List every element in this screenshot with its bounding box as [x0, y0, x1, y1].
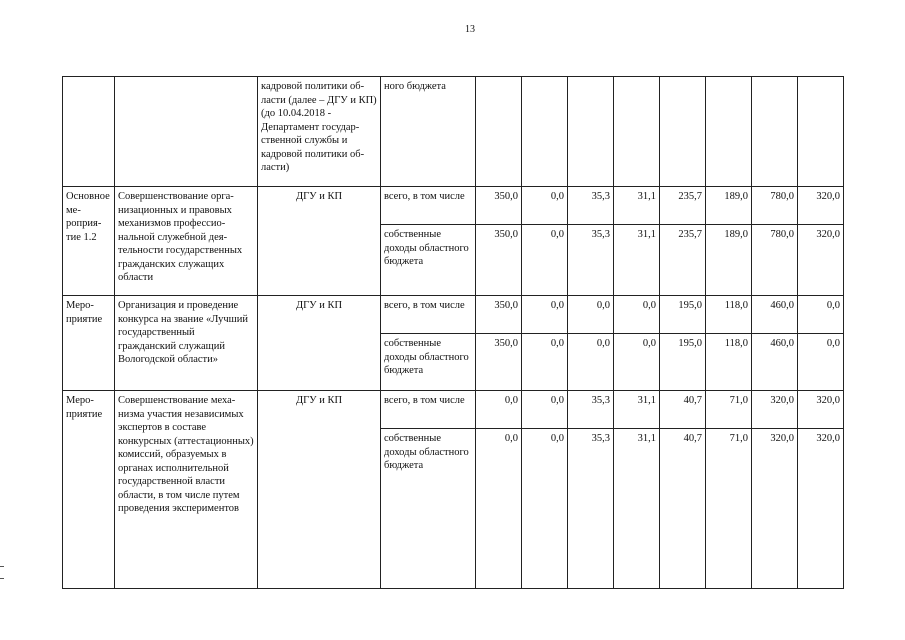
value-cell: 195,0 — [660, 334, 706, 391]
value-cell: 40,7 — [660, 391, 706, 429]
value-cell: 320,0 — [798, 429, 844, 589]
value-cell: 0,0 — [568, 334, 614, 391]
continuation-value-cell — [752, 77, 798, 187]
measure-type-cell: Мероприятие — [63, 296, 115, 391]
value-cell: 0,0 — [522, 296, 568, 334]
value-cell: 0,0 — [522, 225, 568, 296]
value-cell: 320,0 — [752, 429, 798, 589]
table-row — [63, 187, 844, 225]
value-cell: 350,0 — [476, 296, 522, 334]
continuation-value-cell — [660, 77, 706, 187]
value-cell: 40,7 — [660, 429, 706, 589]
value-cell: 0,0 — [522, 391, 568, 429]
value-cell: 0,0 — [614, 334, 660, 391]
value-cell: 118,0 — [706, 334, 752, 391]
value-cell: 189,0 — [706, 225, 752, 296]
continuation-type-cell — [63, 77, 115, 187]
value-cell: 235,7 — [660, 225, 706, 296]
responsible-cell: ДГУ и КП — [258, 187, 381, 296]
value-cell: 0,0 — [614, 296, 660, 334]
value-cell: 780,0 — [752, 225, 798, 296]
continuation-value-cell — [614, 77, 660, 187]
measure-name-cell: Организация и проведение конкурса на звание «Лучший государственный гражданский служащий Вологодской области» — [115, 296, 258, 391]
value-cell: 320,0 — [798, 225, 844, 296]
funding-source-cell: всего, в том числе — [381, 391, 476, 429]
funding-source-cell: собственные доходы областного бюджета — [381, 429, 476, 589]
continuation-value-cell — [706, 77, 752, 187]
value-cell: 31,1 — [614, 391, 660, 429]
value-cell: 31,1 — [614, 187, 660, 225]
value-cell: 0,0 — [798, 334, 844, 391]
continuation-row — [63, 77, 844, 187]
funding-source-cell: всего, в том числе — [381, 187, 476, 225]
responsible-cell: ДГУ и КП — [258, 296, 381, 391]
value-cell: 320,0 — [752, 391, 798, 429]
funding-source-cell: собственные доходы областного бюджета — [381, 334, 476, 391]
funding-source-cell: всего, в том числе — [381, 296, 476, 334]
continuation-value-cell — [798, 77, 844, 187]
table-row — [63, 296, 844, 334]
value-cell: 31,1 — [614, 225, 660, 296]
value-cell: 0,0 — [476, 429, 522, 589]
value-cell: 31,1 — [614, 429, 660, 589]
value-cell: 189,0 — [706, 187, 752, 225]
funding-source-cell: собственные доходы областного бюджета — [381, 225, 476, 296]
value-cell: 118,0 — [706, 296, 752, 334]
value-cell: 320,0 — [798, 187, 844, 225]
continuation-value-cell — [476, 77, 522, 187]
value-cell: 0,0 — [476, 391, 522, 429]
table-body — [63, 77, 844, 589]
margin-mark — [0, 578, 4, 579]
value-cell: 0,0 — [522, 334, 568, 391]
value-cell: 235,7 — [660, 187, 706, 225]
continuation-name-cell — [115, 77, 258, 187]
table-row — [63, 391, 844, 429]
value-cell: 0,0 — [522, 429, 568, 589]
value-cell: 350,0 — [476, 187, 522, 225]
value-cell: 460,0 — [752, 296, 798, 334]
value-cell: 0,0 — [568, 296, 614, 334]
measure-type-cell: Мероприятие — [63, 391, 115, 589]
margin-mark — [0, 566, 4, 567]
value-cell: 780,0 — [752, 187, 798, 225]
value-cell: 320,0 — [798, 391, 844, 429]
measure-name-cell: Совершенствование организационных и правовых механизмов профессиональной служебной деятельности государственных гражданских служащих области — [115, 187, 258, 296]
continuation-responsible-cell: кадровой политики области (далее – ДГУ и КП) (до 10.04.2018 - Департамент государственной службы и кадровой политики области) — [258, 77, 381, 187]
value-cell: 35,3 — [568, 429, 614, 589]
budget-table — [62, 76, 844, 589]
measure-name-cell: Совершенствование механизма участия независимых экспертов в составе конкурсных (аттестационных) комиссий, образуемых в органах исполнительной государственной власти области, в том числе путем проведения экспериментов — [115, 391, 258, 589]
value-cell: 350,0 — [476, 334, 522, 391]
measure-type-cell: Основное мероприятие 1.2 — [63, 187, 115, 296]
value-cell: 35,3 — [568, 187, 614, 225]
value-cell: 350,0 — [476, 225, 522, 296]
page-number: 13 — [465, 24, 475, 35]
value-cell: 0,0 — [522, 187, 568, 225]
value-cell: 195,0 — [660, 296, 706, 334]
value-cell: 71,0 — [706, 429, 752, 589]
value-cell: 35,3 — [568, 225, 614, 296]
continuation-source-cell: ного бюджета — [381, 77, 476, 187]
continuation-value-cell — [522, 77, 568, 187]
responsible-cell: ДГУ и КП — [258, 391, 381, 589]
value-cell: 35,3 — [568, 391, 614, 429]
value-cell: 71,0 — [706, 391, 752, 429]
continuation-value-cell — [568, 77, 614, 187]
value-cell: 0,0 — [798, 296, 844, 334]
value-cell: 460,0 — [752, 334, 798, 391]
